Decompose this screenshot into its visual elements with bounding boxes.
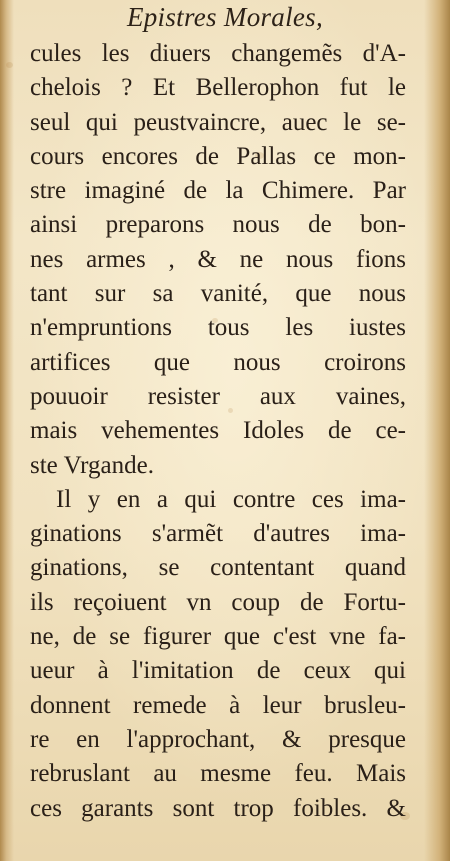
text-line: ginations s'armẽt d'autres ima-	[30, 520, 406, 548]
paragraph	[30, 483, 406, 826]
running-head: Epistres Morales,	[126, 2, 324, 32]
text-line: Il y en a qui contre ces ima-	[56, 485, 406, 513]
text-line: nes armes , & ne nous fions	[30, 245, 406, 273]
text-line: ginations, se contentant quand	[30, 554, 406, 582]
text-line: ste Vrgande.	[30, 451, 154, 479]
text-line: mais vehementes Idoles de ce-	[30, 417, 406, 445]
text-line: chelois ? Et Bellerophon fut le	[30, 74, 406, 102]
text-line: re en l'approchant, & presque	[30, 725, 406, 753]
text-line: n'empruntions tous les iustes	[30, 314, 406, 342]
text-line: tant sur sa vanité, que nous	[30, 280, 406, 308]
text-line: ne, de se figurer que c'est vne fa-	[30, 623, 406, 651]
text-line: ces garants sont trop foibles. &	[30, 794, 406, 822]
text-line: ueur à l'imitation de ceux qui	[30, 657, 406, 685]
body-text	[30, 37, 406, 826]
text-line: cules les diuers changemẽs d'A-	[30, 40, 406, 67]
paragraph	[30, 37, 406, 483]
foxing-stain	[6, 62, 13, 68]
text-line: ainsi preparons nous de bon-	[30, 211, 406, 239]
text-line: rebruslant au mesme feu. Mais	[30, 760, 406, 788]
text-line: donnent remede à leur brusleu-	[30, 691, 406, 719]
page-edge-shadow	[424, 0, 450, 861]
text-line: pouuoir resister aux vaines,	[30, 382, 406, 410]
text-line: stre imaginé de la Chimere. Par	[30, 177, 406, 205]
page-gutter-shadow	[0, 0, 14, 861]
text-line: ils reçoiuent vn coup de Fortu-	[30, 588, 406, 616]
text-line: artifices que nous croirons	[30, 348, 406, 376]
text-line: cours encores de Pallas ce mon-	[30, 142, 406, 170]
text-line: seul qui peustvaincre, auec le se-	[30, 108, 406, 136]
